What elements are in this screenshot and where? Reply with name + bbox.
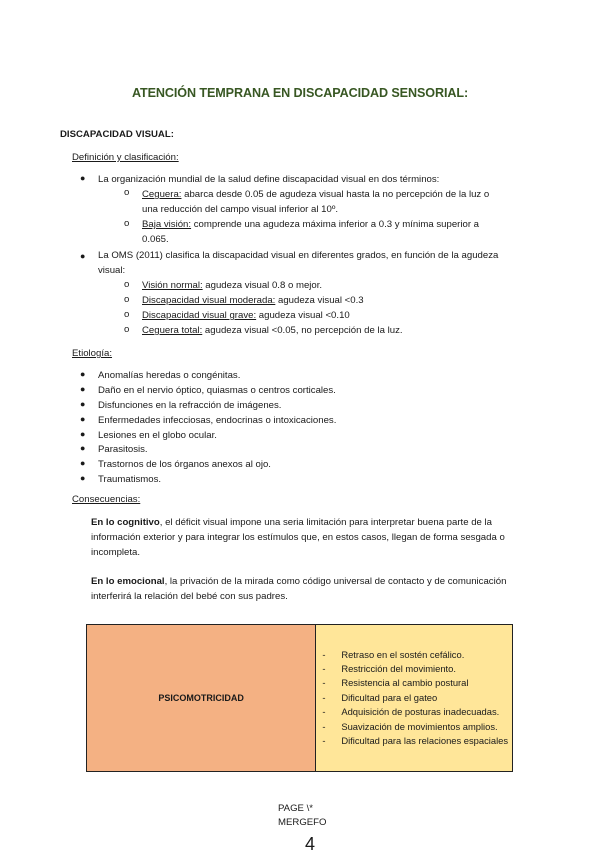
bullet-icon: ● xyxy=(80,369,86,379)
item-text: Restricción del movimiento. xyxy=(341,662,456,674)
page-title: ATENCIÓN TEMPRANA EN DISCAPACIDAD SENSORIAL: xyxy=(131,86,469,100)
paragraph-text: , la privación de la mirada como código universal de contacto y de comunicación interferirá la relación del bebé con sus padres. xyxy=(91,576,507,602)
dash: - xyxy=(322,648,326,660)
paragraph-emocional xyxy=(91,574,521,604)
footer-line-1: PAGE \* xyxy=(278,803,314,814)
term: Baja visión: xyxy=(142,219,192,230)
list-item-grave xyxy=(142,308,502,323)
bullet-icon: ● xyxy=(80,173,86,183)
circle-bullet-icon: o xyxy=(124,279,130,290)
list-item: Anomalías heredas o congénitas. xyxy=(98,370,241,381)
circle-bullet-icon: o xyxy=(124,187,130,198)
psicomotricidad-list xyxy=(316,646,512,751)
page-number: 4 xyxy=(305,834,316,854)
definicion-bullet-2: La OMS (2011) clasifica la discapacidad visual en diferentes grados, en función de la agudeza visual: xyxy=(98,250,499,276)
footer-line-2: MERGEFO xyxy=(278,817,327,828)
term: Discapacidad visual grave: xyxy=(142,310,257,321)
circle-bullet-icon: o xyxy=(124,294,130,305)
item-text: Resistencia al cambio postural xyxy=(341,677,469,689)
definicion-bullet-1: La organización mundial de la salud define discapacidad visual en dos términos: xyxy=(98,174,440,185)
list-item: Lesiones en el globo ocular. xyxy=(98,430,217,441)
bullet-icon: ● xyxy=(80,399,86,409)
definicion-heading: Definición y clasificación: xyxy=(72,152,179,163)
bullet-icon: ● xyxy=(80,384,86,394)
dash: - xyxy=(322,662,326,674)
list-item xyxy=(316,648,512,662)
list-item: Traumatismos. xyxy=(98,474,162,485)
item-text: Dificultad para el gateo xyxy=(341,691,438,703)
bold-lead: En lo emocional xyxy=(91,576,165,587)
dash: - xyxy=(322,720,326,732)
etiologia-heading: Etiología: xyxy=(72,348,113,359)
list-item xyxy=(316,676,512,690)
circle-bullet-icon: o xyxy=(124,309,130,320)
paragraph-cognitivo xyxy=(91,515,521,560)
list-item xyxy=(316,662,512,676)
term-text: abarca desde 0.05 de agudeza visual hasta la no percepción de la luz o una reducción del campo visual inferior al 10º. xyxy=(142,189,490,215)
list-item: Trastornos de los órganos anexos al ojo. xyxy=(98,459,271,470)
bullet-icon: ● xyxy=(80,473,86,483)
table-list-cell xyxy=(316,625,513,772)
psicomotricidad-table xyxy=(86,624,513,772)
list-item-vision-normal xyxy=(142,278,502,293)
bullet-icon: ● xyxy=(80,251,86,261)
list-item-moderada xyxy=(142,293,502,308)
list-item: Disfunciones en la refracción de imágenes. xyxy=(98,400,282,411)
term-text: agudeza visual <0.05, no percepción de la luz. xyxy=(202,325,403,336)
paragraph-text: , el déficit visual impone una seria limitación para interpretar buena parte de la información exterior y para integrar los estímulos que, en estos casos, llegan de forma sesgada o incompleta. xyxy=(91,517,505,558)
dash: - xyxy=(322,735,326,747)
term-text: comprende una agudeza máxima inferior a 0.3 y mínima superior a 0.065. xyxy=(142,219,480,245)
list-item: Enfermedades infecciosas, endocrinas o intoxicaciones. xyxy=(98,415,337,426)
term: Ceguera: xyxy=(142,189,182,200)
term: Ceguera total: xyxy=(142,325,203,336)
item-text: Retraso en el sostén cefálico. xyxy=(341,648,465,660)
circle-bullet-icon: o xyxy=(124,324,130,335)
dash: - xyxy=(322,691,326,703)
page-footer-field xyxy=(278,802,327,830)
term: Visión normal: xyxy=(142,280,203,291)
table-label-cell: PSICOMOTRICIDAD xyxy=(87,625,316,772)
bullet-icon: ● xyxy=(80,458,86,468)
item-text: Adquisición de posturas inadecuadas. xyxy=(341,706,500,718)
bullet-icon: ● xyxy=(80,429,86,439)
bullet-icon: ● xyxy=(80,414,86,424)
item-text: Dificultad para las relaciones espaciales xyxy=(341,735,509,747)
list-item-ceguera-total xyxy=(142,323,502,338)
term-text: agudeza visual 0.8 o mejor. xyxy=(202,280,323,291)
term: Discapacidad visual moderada: xyxy=(142,295,276,306)
list-item: Daño en el nervio óptico, quiasmas o centros corticales. xyxy=(98,385,336,396)
circle-bullet-icon: o xyxy=(124,218,130,229)
term-text: agudeza visual <0.10 xyxy=(256,310,350,321)
list-item xyxy=(316,705,512,719)
list-item-baja-vision xyxy=(142,217,502,247)
item-text: Suavización de movimientos amplios. xyxy=(341,720,498,732)
bold-lead: En lo cognitivo xyxy=(91,517,160,528)
section-heading: DISCAPACIDAD VISUAL: xyxy=(60,129,174,140)
list-item xyxy=(316,720,512,734)
consecuencias-heading: Consecuencias: xyxy=(72,494,141,505)
dash: - xyxy=(322,677,326,689)
term-text: agudeza visual <0.3 xyxy=(275,295,364,306)
list-item xyxy=(316,691,512,705)
list-item: Parasitosis. xyxy=(98,444,148,455)
list-item-ceguera xyxy=(142,187,502,217)
list-item xyxy=(316,734,512,748)
bullet-icon: ● xyxy=(80,443,86,453)
dash: - xyxy=(322,706,326,718)
